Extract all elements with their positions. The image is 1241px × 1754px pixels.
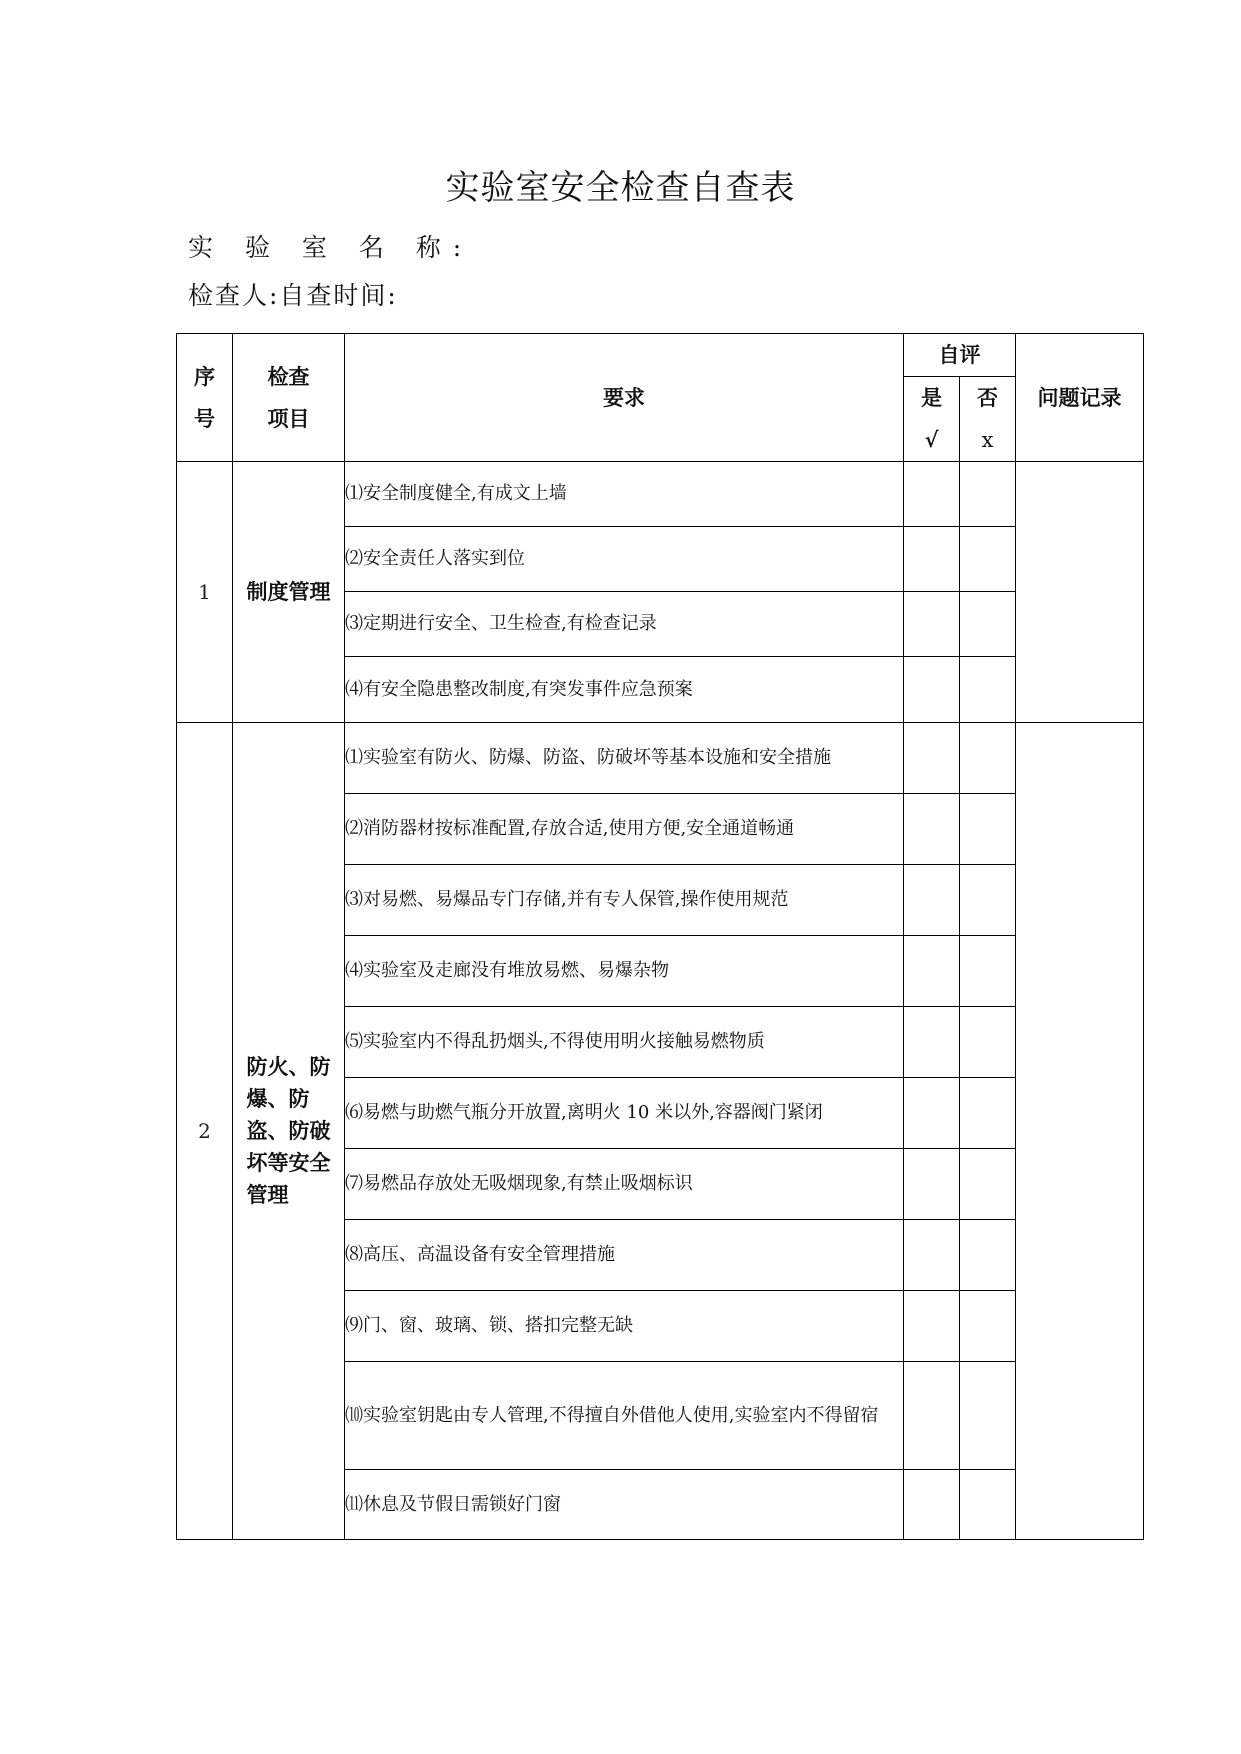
- section-number: 2: [177, 723, 233, 1540]
- requirement-text: ⑶对易燃、易爆品专门存储,并有专人保管,操作使用规范: [345, 865, 904, 936]
- header-requirement: 要求: [345, 334, 904, 462]
- requirement-text: ⑽实验室钥匙由专人管理,不得擅自外借他人使用,实验室内不得留宿: [345, 1362, 904, 1470]
- header-yes-label: 是: [921, 386, 942, 410]
- no-checkbox-cell[interactable]: [960, 657, 1016, 723]
- requirement-text: ⑷有安全隐患整改制度,有突发事件应急预案: [345, 657, 904, 723]
- section-name: [233, 723, 345, 1540]
- no-checkbox-cell[interactable]: [960, 723, 1016, 794]
- yes-checkbox-cell[interactable]: [904, 865, 960, 936]
- check-mark-icon: √: [924, 427, 939, 452]
- yes-checkbox-cell[interactable]: [904, 723, 960, 794]
- yes-checkbox-cell[interactable]: [904, 1362, 960, 1470]
- yes-checkbox-cell[interactable]: [904, 1291, 960, 1362]
- header-self-eval: 自评: [904, 334, 1016, 377]
- section-number: 1: [177, 462, 233, 723]
- header-no-label: 否: [977, 386, 998, 410]
- yes-checkbox-cell[interactable]: [904, 1220, 960, 1291]
- issue-record-cell[interactable]: [1016, 723, 1144, 1540]
- inspector-line: 检查人:自查时间:: [188, 281, 398, 310]
- yes-checkbox-cell[interactable]: [904, 657, 960, 723]
- yes-checkbox-cell[interactable]: [904, 794, 960, 865]
- no-checkbox-cell[interactable]: [960, 1470, 1016, 1540]
- checklist-table: [176, 333, 1144, 1540]
- no-checkbox-cell[interactable]: [960, 1149, 1016, 1220]
- no-checkbox-cell[interactable]: [960, 794, 1016, 865]
- header-seq: 序号: [177, 334, 233, 462]
- yes-checkbox-cell[interactable]: [904, 1078, 960, 1149]
- no-checkbox-cell[interactable]: [960, 865, 1016, 936]
- no-checkbox-cell[interactable]: [960, 1007, 1016, 1078]
- table-row: [177, 462, 1144, 527]
- no-checkbox-cell[interactable]: [960, 1291, 1016, 1362]
- yes-checkbox-cell[interactable]: [904, 1149, 960, 1220]
- yes-checkbox-cell[interactable]: [904, 936, 960, 1007]
- requirement-text: ⑼门、窗、玻璃、锁、搭扣完整无缺: [345, 1291, 904, 1362]
- yes-checkbox-cell[interactable]: [904, 592, 960, 657]
- yes-checkbox-cell[interactable]: [904, 462, 960, 527]
- no-checkbox-cell[interactable]: [960, 1078, 1016, 1149]
- issue-record-cell[interactable]: [1016, 462, 1144, 723]
- lab-name-label: 实 验 室 名 称:: [188, 233, 474, 262]
- header-no: [960, 377, 1016, 462]
- no-checkbox-cell[interactable]: [960, 462, 1016, 527]
- no-checkbox-cell[interactable]: [960, 1220, 1016, 1291]
- requirement-text: ⑹易燃与助燃气瓶分开放置,离明火 10 米以外,容器阀门紧闭: [345, 1078, 904, 1149]
- requirement-text: ⑴实验室有防火、防爆、防盗、防破坏等基本设施和安全措施: [345, 723, 904, 794]
- requirement-text: ⑴安全制度健全,有成文上墙: [345, 462, 904, 527]
- requirement-text: ⑸实验室内不得乱扔烟头,不得使用明火接触易燃物质: [345, 1007, 904, 1078]
- yes-checkbox-cell[interactable]: [904, 1007, 960, 1078]
- header-issues: 问题记录: [1016, 334, 1144, 462]
- requirement-text: ⑾休息及节假日需锁好门窗: [345, 1470, 904, 1540]
- section-name-text: 制度管理: [246, 580, 331, 604]
- requirement-text: ⑺易燃品存放处无吸烟现象,有禁止吸烟标识: [345, 1149, 904, 1220]
- header-yes: [904, 377, 960, 462]
- no-checkbox-cell[interactable]: [960, 527, 1016, 592]
- page-title: 实验室安全检查自查表: [445, 168, 796, 208]
- yes-checkbox-cell[interactable]: [904, 527, 960, 592]
- requirement-text: ⑻高压、高温设备有安全管理措施: [345, 1220, 904, 1291]
- cross-mark-icon: x: [981, 428, 994, 452]
- yes-checkbox-cell[interactable]: [904, 1470, 960, 1540]
- no-checkbox-cell[interactable]: [960, 936, 1016, 1007]
- no-checkbox-cell[interactable]: [960, 592, 1016, 657]
- requirement-text: ⑵安全责任人落实到位: [345, 527, 904, 592]
- no-checkbox-cell[interactable]: [960, 1362, 1016, 1470]
- requirement-text: ⑶定期进行安全、卫生检查,有检查记录: [345, 592, 904, 657]
- table-row: [177, 723, 1144, 794]
- requirement-text: ⑷实验室及走廊没有堆放易燃、易爆杂物: [345, 936, 904, 1007]
- section-name-text: 防火、防爆、防盗、防破坏等安全管理: [246, 1055, 331, 1207]
- requirement-text: ⑵消防器材按标准配置,存放合适,使用方便,安全通道畅通: [345, 794, 904, 865]
- section-name: [233, 462, 345, 723]
- header-item: 检查项目: [233, 334, 345, 462]
